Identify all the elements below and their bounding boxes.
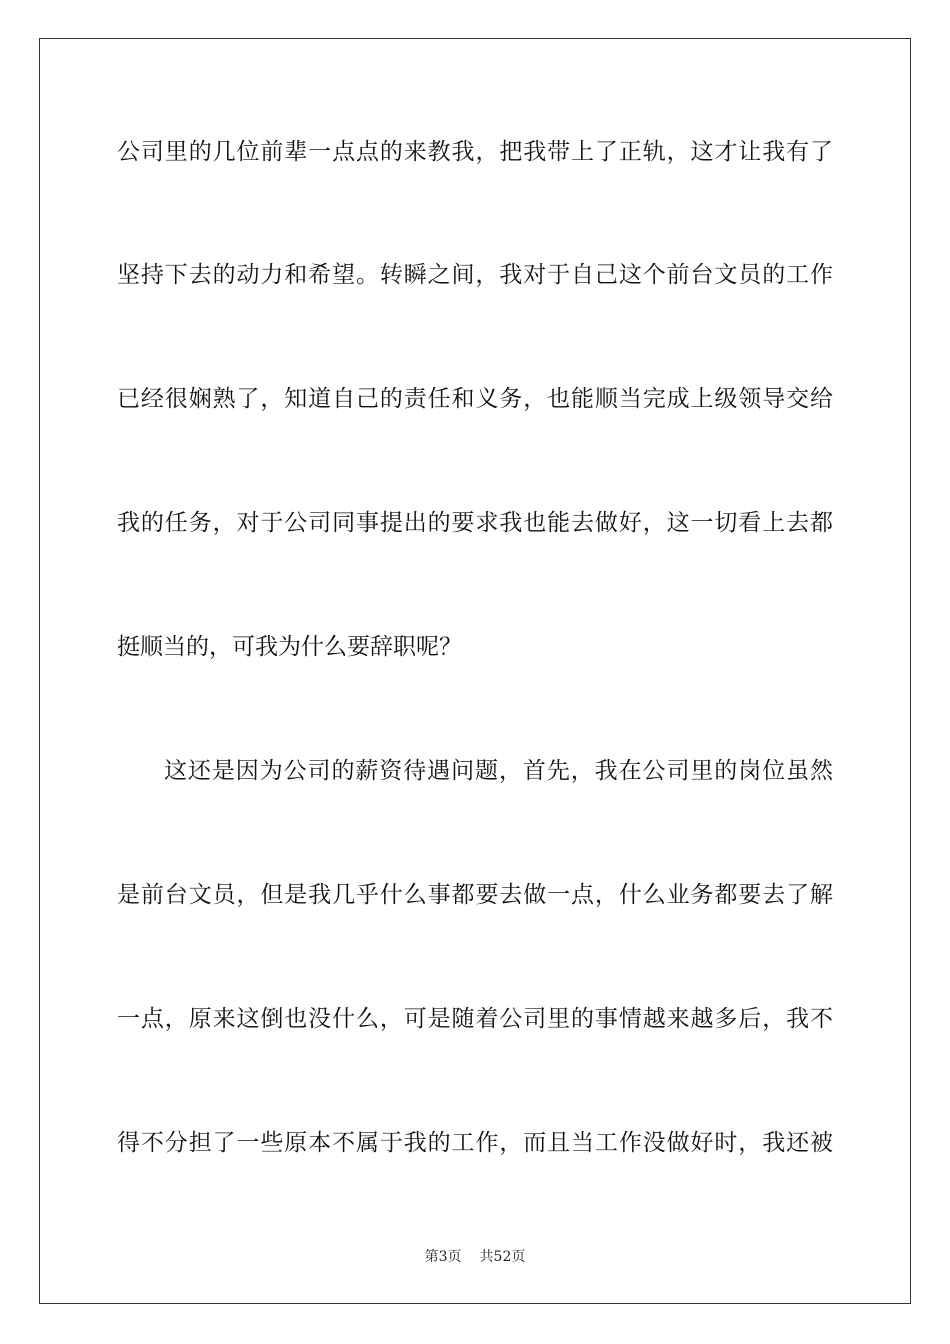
paragraph-first-line: 这还是因为公司的薪资待遇问题，首先，我在公司里的岗位虽然 — [164, 758, 833, 784]
text-line: 我的任务，对于公司同事提出的要求我也能去做好，这一切看上去都 — [117, 510, 833, 536]
page-border — [39, 38, 911, 1304]
text-line: 一点，原来这倒也没什么，可是随着公司里的事情越来越多后，我不 — [117, 1006, 833, 1032]
page-footer — [0, 1248, 950, 1266]
text-line: 是前台文员，但是我几乎什么事都要去做一点，什么业务都要去了解 — [117, 882, 833, 908]
text-line: 公司里的几位前辈一点点的来教我，把我带上了正轨，这才让我有了 — [117, 139, 833, 165]
page-number: 第3页 — [424, 1249, 462, 1265]
page-total: 共52页 — [479, 1249, 526, 1265]
text-line: 已经很娴熟了，知道自己的责任和义务，也能顺当完成上级领导交给 — [117, 386, 833, 412]
text-line: 挺顺当的，可我为什么要辞职呢？ — [117, 634, 462, 660]
text-line: 坚持下去的动力和希望。转瞬之间，我对于自己这个前台文员的工作 — [117, 262, 833, 288]
text-line: 得不分担了一些原本不属于我的工作，而且当工作没做好时，我还被 — [117, 1130, 833, 1156]
